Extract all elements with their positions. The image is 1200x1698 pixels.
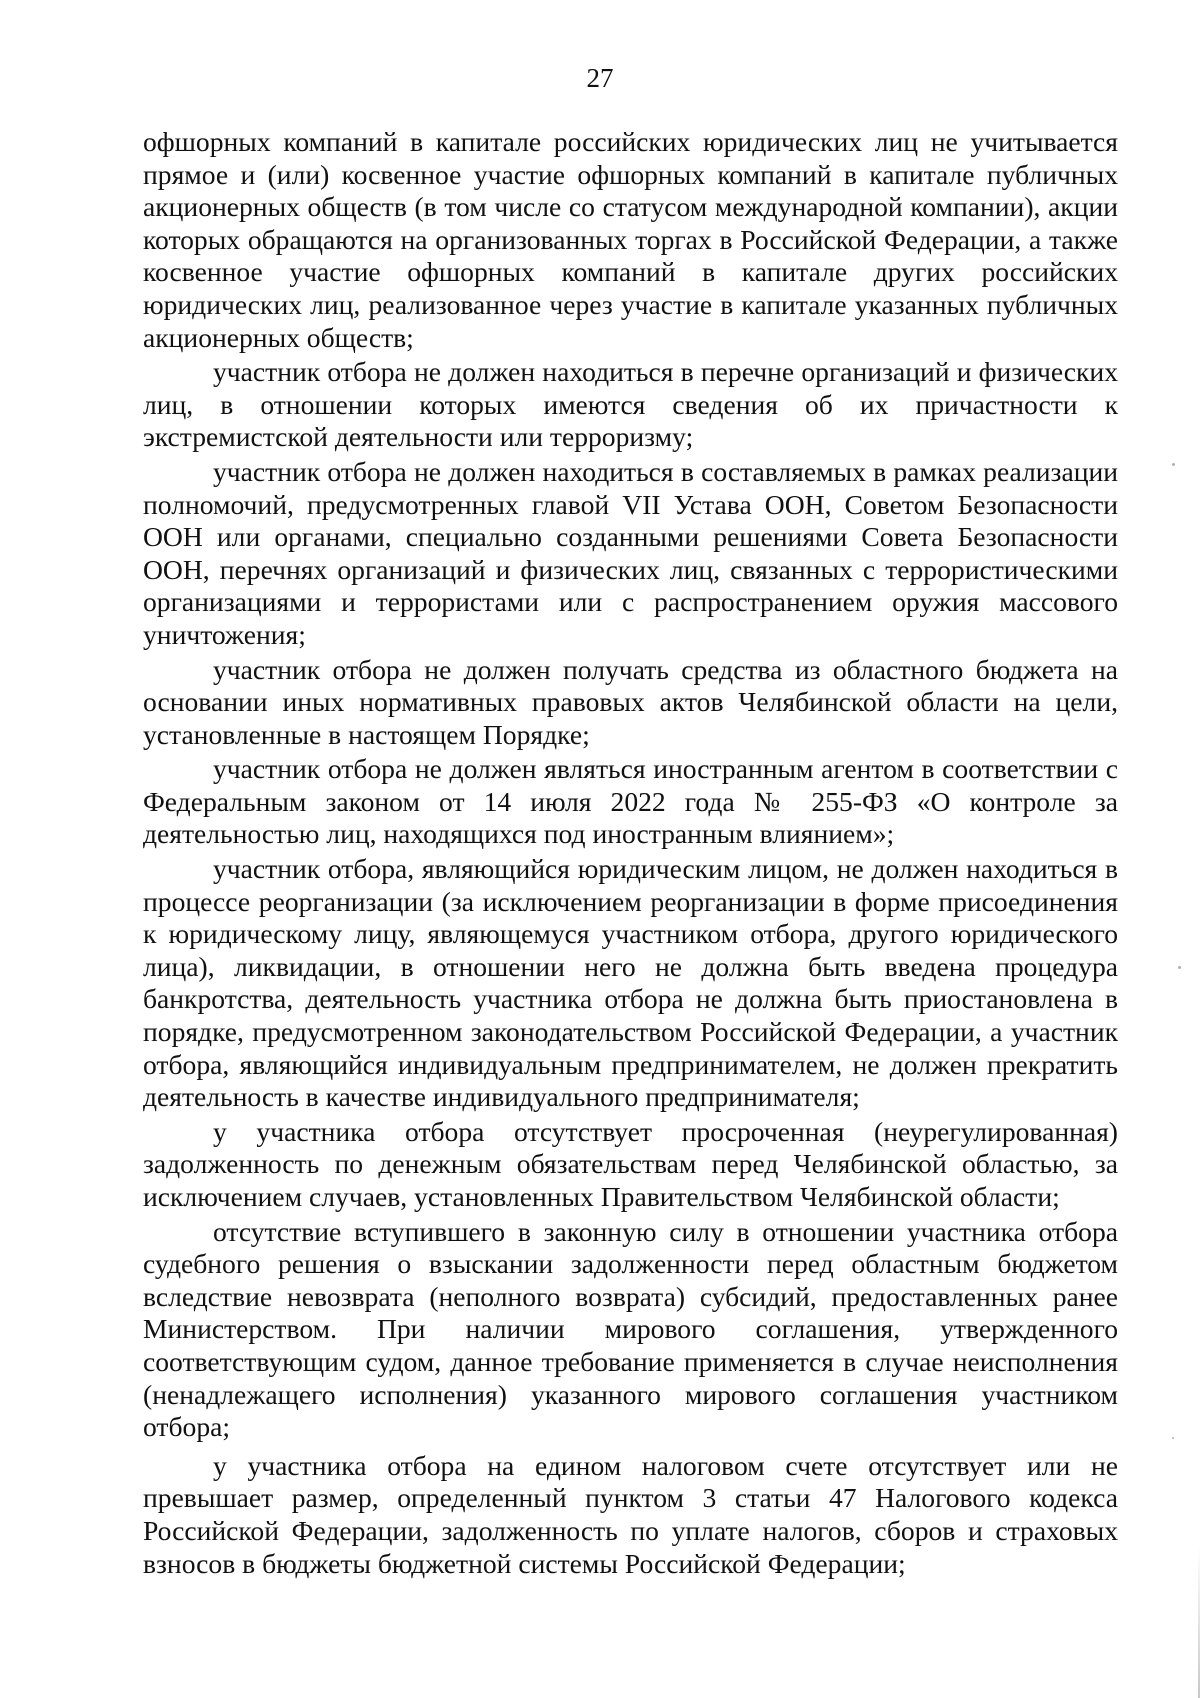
scan-speck bbox=[1172, 1437, 1174, 1439]
paragraph-no-regional-budget-funds: участник отбора не должен получать средства из областного бюджета на основании иных нормативных правовых актов Челябинской области на цели, установленные в настоящем Порядке; bbox=[143, 653, 1118, 750]
paragraph-tax-debt: у участника отбора на едином налоговом счете отсутствует или не превышает размер, определенный пунктом 3 статьи 47 Налогового кодекса Российской Федерации, задолженность по уплате налогов, сборов и страховых взносов в бюджеты бюджетной системы Российской Федерации; bbox=[143, 1449, 1118, 1579]
paragraph-court-decision: отсутствие вступившего в законную силу в отношении участника отбора судебного решения о взыскании задолженности перед областным бюджетом вследствие невозврата (неполного возврата) субсидий, предоставленных ранее Министерством. При наличии мирового соглашения, утвержденного соответствующим судом, данное требование применяется в случае неисполнения (ненадлежащего исполнения) указанного мирового соглашения участником отбора; bbox=[143, 1215, 1118, 1443]
scan-speck bbox=[1172, 463, 1175, 466]
paragraph-reorganization-liquidation: участник отбора, являющийся юридическим лицом, не должен находиться в процессе реорганизации (за исключением реорганизации в форме присоединения к юридическому лицу, являющемуся участником отбора, другого юридического лица), ликвидации, в отношении него не должна быть введена процедура банкротства, деятельность участника отбора не должна быть приостановлена в порядке, предусмотренном законодательством Российской Федерации, а участник отбора, являющийся индивидуальным предпринимателем, не должен прекратить деятельность в качестве индивидуального предпринимателя; bbox=[143, 853, 1118, 1113]
paragraph-overdue-debt: у участника отбора отсутствует просроченная (неурегулированная) задолженность по денежным обязательствам перед Челябинской областью, за исключением случаев, установленных Правительством Челябинской области; bbox=[143, 1115, 1118, 1212]
paragraph-offshore-participation: офшорных компаний в капитале российских юридических лиц не учитывается прямое и (или) косвенное участие офшорных компаний в капитале публичных акционерных обществ (в том числе со статусом международной компании), акции которых обращаются на организованных торгах в Российской Федерации, а также косвенное участие офшорных компаний в капитале других российских юридических лиц, реализованное через участие в капитале указанных публичных акционерных обществ; bbox=[143, 126, 1118, 353]
paragraph-un-sanctions-list: участник отбора не должен находиться в составляемых в рамках реализации полномочий, предусмотренных главой VII Устава ООН, Советом Безопасности ООН или органами, специально созданными решениями Совета Безопасности ООН, перечнях организаций и физических лиц, связанных с террористическими организациями и террористами или с распространением оружия массового уничтожения; bbox=[143, 455, 1118, 650]
document-body bbox=[143, 126, 1118, 1580]
scan-speck bbox=[1178, 966, 1181, 969]
paragraph-extremism-list: участник отбора не должен находиться в перечне организаций и физических лиц, в отношении которых имеются сведения об их причастности к экстремистской деятельности или терроризму; bbox=[143, 356, 1118, 453]
page-number: 27 bbox=[586, 63, 614, 93]
paragraph-foreign-agent: участник отбора не должен являться иностранным агентом в соответствии с Федеральным законом от 14 июля 2022 года № 255-ФЗ «О контроле за деятельностью лиц, находящихся под иностранным влиянием»; bbox=[143, 753, 1118, 850]
